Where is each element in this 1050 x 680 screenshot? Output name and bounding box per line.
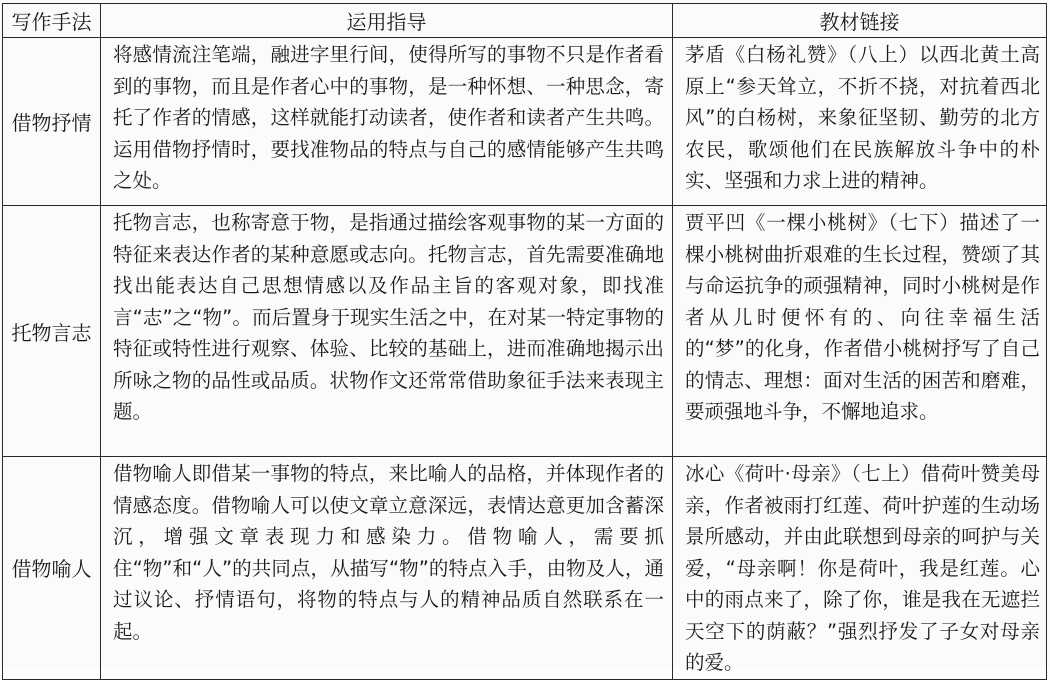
example-text: 茅盾《白杨礼赞》（八上）以西北黄土高原上“参天耸立，不折不挠，对抗着西北风”的白杨树，来象征坚韧、勤劳的北方农民，歌颂他们在民族解放斗争中的朴实、坚强和力求上进的精神。 (685, 43, 1040, 192)
header-example: 教材链接 (673, 4, 1047, 38)
guidance-cell (101, 206, 673, 457)
technique-cell: 借物抒情 (3, 38, 101, 206)
example-text: 冰心《荷叶·母亲》（七上）借荷叶赞美母亲，作者被雨打红莲、荷叶护莲的生动场景所感动，并由此联想到母亲的呵护与关爱，“母亲啊！你是荷叶，我是红莲。心中的雨点来了，除了你，谁是我在无遮拦天空下的荫蔽？”强烈抒发了子女对母亲的爱。 (685, 462, 1040, 674)
example-cell (673, 457, 1047, 680)
example-text: 贾平凹《一棵小桃树》（七下）描述了一棵小桃树曲折艰难的生长过程，赞颂了其与命运抗争的顽强精神，同时小桃树是作者从儿时便怀有的、向往幸福生活的“梦”的化身，作者借小桃树抒写了自己的情志、理想：面对生活的困苦和磨难，要顽强地斗争，不懈地追求。 (685, 211, 1040, 423)
guidance-text: 将感情流注笔端，融进字里行间，使得所写的事物不只是作者看到的事物，而且是作者心中的事物，是一种怀想、一种思念，寄托了作者的情感，这样就能打动读者，使作者和读者产生共鸣。运用借物抒情时，要找准物品的特点与自己的感情能够产生共鸣之处。 (113, 43, 664, 192)
table-row (3, 38, 1047, 206)
writing-techniques-table (2, 3, 1047, 680)
header-technique: 写作手法 (3, 4, 101, 38)
example-cell (673, 206, 1047, 457)
technique-cell: 托物言志 (3, 206, 101, 457)
table-row (3, 206, 1047, 457)
header-guidance: 运用指导 (101, 4, 673, 38)
table-header-row (3, 4, 1047, 38)
guidance-text: 借物喻人即借某一事物的特点，来比喻人的品格，并体现作者的情感态度。借物喻人可以使文章立意深远，表情达意更加含蓄深沉，增强文章表现力和感染力。借物喻人，需要抓住“物”和“人”的共同点，从描写“物”的特点入手，由物及人，通过议论、抒情语句，将物的特点与人的精神品质自然联系在一起。 (113, 462, 664, 643)
example-cell (673, 38, 1047, 206)
table-row (3, 457, 1047, 680)
technique-cell: 借物喻人 (3, 457, 101, 680)
guidance-text: 托物言志，也称寄意于物，是指通过描绘客观事物的某一方面的特征来表达作者的某种意愿或志向。托物言志，首先需要准确地找出能表达自己思想情感以及作品主旨的客观对象，即找准言“志”之“物”。而后置身于现实生活之中，在对某一特定事物的特征或特性进行观察、体验、比较的基础上，进而准确地揭示出所咏之物的品性或品质。状物作文还常常借助象征手法来表现主题。 (113, 211, 664, 423)
guidance-cell (101, 457, 673, 680)
guidance-cell (101, 38, 673, 206)
